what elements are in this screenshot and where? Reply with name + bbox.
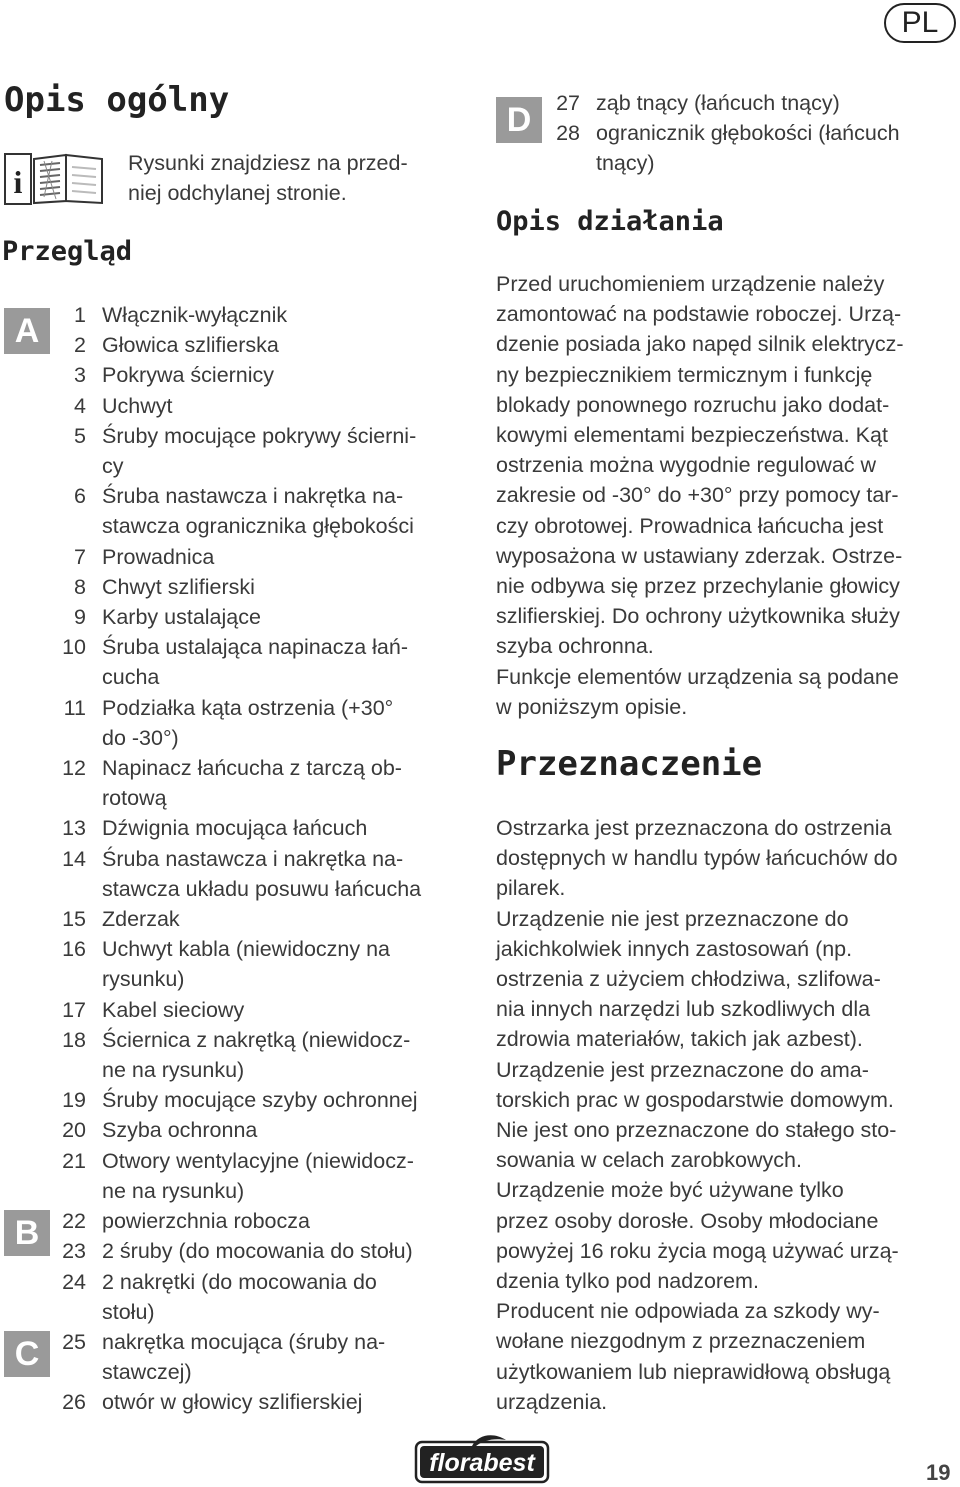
list-item: 2 Głowica szlifierska: [74, 333, 279, 358]
list-item: 12 Napinacz łańcucha z tarczą ob- rotową: [62, 756, 402, 811]
list-item: 23 2 śruby (do mocowania do stołu): [62, 1239, 413, 1264]
list-item: 1 Włącznik-wyłącznik: [74, 303, 288, 327]
list-item: 16 Uchwyt kabla (niewidoczny na rysunku): [62, 937, 390, 992]
language-badge: PL: [884, 3, 956, 43]
list-item: 10 Śruba ustalająca napinacza łań- cucha: [62, 635, 408, 690]
list-item: 28 ogranicznik głębokości (łańcuch tnący): [556, 121, 900, 176]
list-item: 24 2 nakrętki (do mocowania do stołu): [62, 1269, 377, 1324]
list-item: 25 nakrętka mocująca (śruby na- stawczej): [62, 1329, 386, 1385]
list-item: 4 Uchwyt: [74, 393, 173, 418]
heading-operation: Opis działania: [496, 206, 724, 237]
list-item: 11 Podziałka kąta ostrzenia (+30° do -30°): [63, 695, 394, 750]
list-item: 26 otwór w głowicy szlifierskiej: [62, 1390, 363, 1415]
figure-label-c: C: [4, 1331, 50, 1377]
heading-intended-use: Przeznaczenie: [496, 744, 763, 784]
list-item: 5 Śruby mocujące pokrywy ścierni- cy: [74, 423, 417, 479]
list-item: 9 Karby ustalające: [74, 605, 261, 630]
operation-paragraph: Przed uruchomieniem urządzenie należy zamontować na podstawie roboczej. Urzą- dzenie posiada jako napęd silnik elektrycz- ny bezpiecznikiem termicznym i funkcję blokady ponownego rozruchu jako dodat- kowymi elementami bezpieczeństwa. Kąt ostrzenia można wygodnie regulować w zakresie od -30° do +30° przy pomocy tar- czy obrotowej. Prowadnica łańcucha jest wyposażona w ustawiany zderzak. Ostrze- nie odbywa się przez przechylanie głowicy szlifierskiej. Do ochrony użytkownika służy szyba ochronna. Funkcje elementów urządzenia są podane w poniższym opisie.: [496, 272, 904, 719]
list-item: 19 Śruby mocujące szyby ochronnej: [62, 1088, 418, 1113]
figure-label-d: D: [496, 97, 542, 143]
list-item: 17 Kabel sieciowy: [62, 997, 245, 1022]
svg-text:florabest: florabest: [429, 1449, 535, 1477]
list-item: 15 Zderzak: [62, 907, 180, 932]
list-item: 18 Ściernica z nakrętką (niewidocz- ne na rysunku): [62, 1027, 411, 1083]
parts-legend: [0, 300, 480, 1418]
figures-note: Rysunki znajdziesz na przed- niej odchylanej stronie.: [128, 151, 408, 206]
parts-legend-continued: [532, 88, 900, 179]
svg-text:i: i: [13, 164, 23, 200]
list-item: 8 Chwyt szlifierski: [74, 574, 255, 599]
intended-use-paragraph: Ostrzarka jest przeznaczona do ostrzenia dostępnych w handlu typów łańcuchów do pilarek. Urządzenie nie jest przeznaczone do jakichkolwiek innych zastosowań (np. ostrzenia z użyciem chłodziwa, szlifowa- nia innych narzędzi lub szkodliwych dla zdrowia materiałów, takich jak azbest). Urządzenie jest przeznaczone do ama- torskich prac w gospodarstwie domowym. Nie jest ono przeznaczone do stałego sto- sowania w celach zarobkowych. Urządzenie może być używane tylko przez osoby dorosłe. Osoby młodociane powyżej 16 roku życia mogą używać urzą- dzenia tylko pod nadzorem. Producent nie odpowiada za szkody wy- wołane niezgodnym z przeznaczeniem użytkowaniem lub nieprawidłową obsługą urządzenia.: [496, 816, 899, 1414]
list-item: 3 Pokrywa ściernicy: [74, 363, 275, 388]
heading-general-description: Opis ogólny: [4, 80, 230, 120]
list-item: 21 Otwory wentylacyjne (niewidocz- ne na rysunku): [62, 1148, 414, 1203]
list-item: 7 Prowadnica: [74, 544, 215, 569]
page-number: 19: [926, 1460, 951, 1485]
list-item: 13 Dźwignia mocująca łańcuch: [62, 816, 368, 841]
heading-overview: Przegląd: [2, 236, 133, 267]
brand-logo: [414, 1434, 550, 1484]
list-item: 20 Szyba ochronna: [62, 1118, 258, 1143]
list-item: 22 powierzchnia robocza: [62, 1209, 310, 1234]
list-item: 6 Śruba nastawcza i nakrętka na- stawcza ogranicznika głębokości: [74, 484, 414, 539]
list-item: 27 ząb tnący (łańcuch tnący): [556, 91, 840, 115]
list-item: 14 Śruba nastawcza i nakrętka na- stawcza układu posuwu łańcucha: [62, 846, 422, 901]
info-book-icon: [4, 153, 104, 205]
figure-label-b: B: [4, 1210, 50, 1256]
figure-label-a: A: [4, 308, 50, 354]
